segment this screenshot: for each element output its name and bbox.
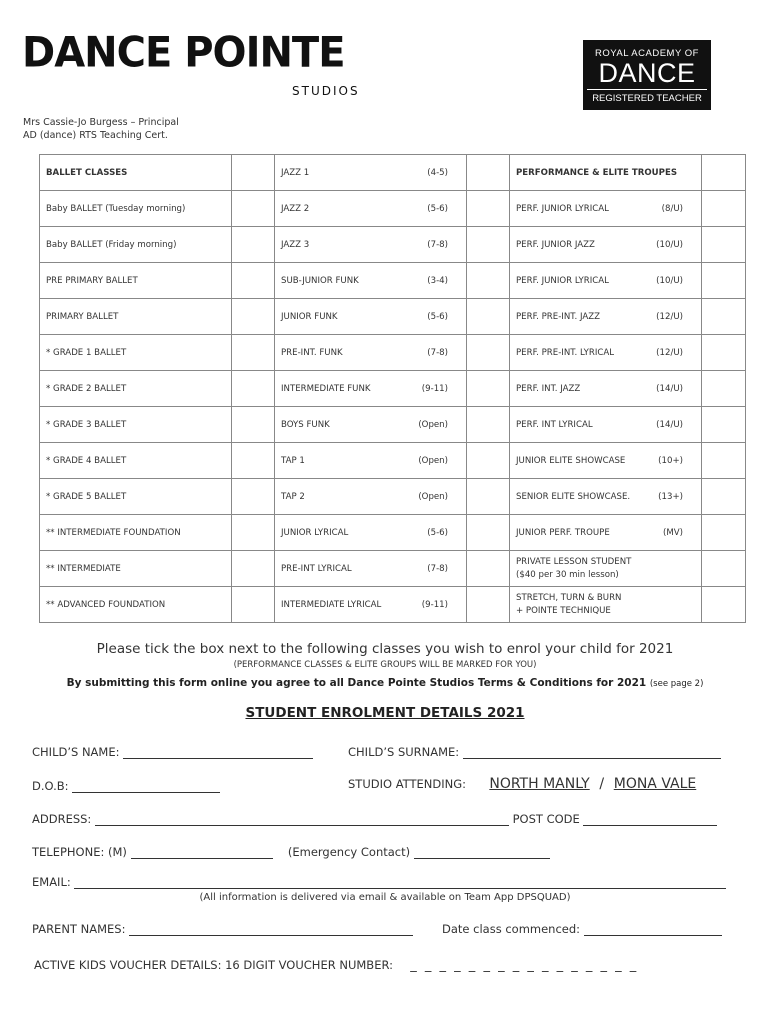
- emergency-contact-label: (Emergency Contact): [287, 845, 411, 859]
- class-cell: [510, 263, 702, 299]
- class-age: (13+): [658, 491, 683, 502]
- table-row: [40, 479, 746, 515]
- table-row: [40, 515, 746, 551]
- class-note: ($40 per 30 min lesson): [516, 569, 619, 580]
- class-name: PERF. JUNIOR JAZZ: [516, 239, 595, 250]
- table-row: [40, 407, 746, 443]
- table-row: [40, 299, 746, 335]
- principal-qualification: AD (dance) RTS Teaching Cert.: [23, 130, 168, 141]
- class-name: PERF. PRE-INT. LYRICAL: [516, 347, 615, 358]
- table-row: [40, 335, 746, 371]
- tick-box[interactable]: [702, 299, 746, 335]
- performance-note: (PERFORMANCE CLASSES & ELITE GROUPS WILL BE MARKED FOR YOU): [233, 660, 537, 670]
- class-name: BALLET CLASSES: [46, 167, 128, 178]
- class-cell: [510, 407, 702, 443]
- tick-box[interactable]: [467, 299, 510, 335]
- class-age: (7-8): [427, 563, 448, 574]
- table-row: [40, 191, 746, 227]
- class-name: PERF. JUNIOR LYRICAL: [516, 275, 609, 286]
- studio-attending-label: STUDIO ATTENDING:: [348, 777, 467, 791]
- class-cell: [510, 587, 702, 623]
- class-age: (Open): [418, 419, 448, 430]
- studio-option-mona-vale[interactable]: MONA VALE: [613, 776, 697, 792]
- tick-box[interactable]: [467, 515, 510, 551]
- studio-separator: /: [599, 776, 605, 792]
- class-age: (10/U): [656, 239, 683, 250]
- tick-box[interactable]: [232, 227, 275, 263]
- tick-box[interactable]: [702, 479, 746, 515]
- tick-box[interactable]: [232, 371, 275, 407]
- dob-label: D.O.B:: [32, 779, 69, 793]
- class-cell: [275, 371, 467, 407]
- table-row: [40, 587, 746, 623]
- child-surname-field[interactable]: [348, 745, 721, 759]
- badge-middle-text: DANCE: [598, 58, 696, 88]
- tick-box[interactable]: [702, 443, 746, 479]
- class-name: PRIVATE LESSON STUDENT: [516, 556, 632, 567]
- class-cell: [40, 515, 232, 551]
- class-age: (9-11): [421, 383, 448, 394]
- terms-text: By submitting this form online you agree to all Dance Pointe Studios Terms & Conditions for 2021: [66, 677, 647, 689]
- tick-box[interactable]: [702, 371, 746, 407]
- table-row: [40, 263, 746, 299]
- tick-box[interactable]: [702, 191, 746, 227]
- class-cell: [510, 551, 702, 587]
- class-cell: [510, 155, 702, 191]
- parent-names-field[interactable]: [32, 922, 413, 936]
- class-name: PRE-INT. FUNK: [281, 347, 343, 358]
- address-label: ADDRESS:: [32, 812, 92, 826]
- class-age: (12/U): [656, 347, 683, 358]
- dob-line[interactable]: [72, 780, 220, 793]
- class-name: INTERMEDIATE LYRICAL: [281, 599, 382, 610]
- class-cell: [40, 443, 232, 479]
- child-surname-label: CHILD’S SURNAME:: [348, 745, 460, 759]
- table-row: [40, 371, 746, 407]
- tick-box[interactable]: [702, 227, 746, 263]
- class-name: JAZZ 2: [281, 203, 310, 214]
- tick-box[interactable]: [467, 371, 510, 407]
- class-name: PERF. PRE-INT. JAZZ: [516, 311, 600, 322]
- class-age: (14/U): [656, 383, 683, 394]
- class-age: (5-6): [427, 527, 448, 538]
- class-name: ** ADVANCED FOUNDATION: [46, 599, 166, 610]
- class-cell: [40, 407, 232, 443]
- tick-box[interactable]: [232, 335, 275, 371]
- logo-wordmark: DANCE POINTE: [22, 28, 345, 78]
- class-cell: [40, 227, 232, 263]
- class-name: PERF. JUNIOR LYRICAL: [516, 203, 609, 214]
- tick-box[interactable]: [702, 155, 746, 191]
- class-name: PERF. INT. JAZZ: [516, 383, 581, 394]
- address-line[interactable]: [95, 813, 509, 826]
- email-label: EMAIL:: [32, 875, 71, 889]
- class-cell: [275, 191, 467, 227]
- voucher-field[interactable]: [34, 958, 638, 973]
- dob-field[interactable]: [32, 779, 220, 793]
- class-name: PRE PRIMARY BALLET: [46, 275, 138, 286]
- class-note: + POINTE TECHNIQUE: [516, 605, 611, 616]
- tick-box[interactable]: [232, 479, 275, 515]
- class-name: ** INTERMEDIATE: [46, 563, 121, 574]
- class-cell: [275, 407, 467, 443]
- telephone-line[interactable]: [131, 846, 273, 859]
- studio-option-north-manly[interactable]: NORTH MANLY: [489, 776, 590, 792]
- tick-box[interactable]: [232, 155, 275, 191]
- class-name: * GRADE 2 BALLET: [46, 383, 127, 394]
- class-name: BOYS FUNK: [281, 419, 330, 430]
- class-name: STRETCH, TURN & BURN: [516, 592, 622, 603]
- enrol-instruction: Please tick the box next to the following classes you wish to enrol your child for 2021: [96, 641, 674, 657]
- class-cell: [510, 227, 702, 263]
- class-age: (MV): [663, 527, 683, 538]
- class-name: PRE-INT LYRICAL: [281, 563, 352, 574]
- class-cell: [275, 587, 467, 623]
- class-cell: [40, 551, 232, 587]
- class-age: (9-11): [421, 599, 448, 610]
- class-age: (7-8): [427, 239, 448, 250]
- class-cell: [275, 299, 467, 335]
- tick-box[interactable]: [467, 443, 510, 479]
- class-name: TAP 2: [281, 491, 305, 502]
- email-line[interactable]: [74, 876, 726, 889]
- class-cell: [275, 227, 467, 263]
- class-cell: [510, 371, 702, 407]
- class-name: TAP 1: [281, 455, 305, 466]
- logo-subtitle: STUDIOS: [292, 84, 360, 98]
- class-age: (3-4): [427, 275, 448, 286]
- class-name: SENIOR ELITE SHOWCASE.: [516, 491, 631, 502]
- tick-box[interactable]: [467, 587, 510, 623]
- class-cell: [40, 479, 232, 515]
- tick-box[interactable]: [232, 551, 275, 587]
- class-cell: [275, 515, 467, 551]
- class-cell: [275, 335, 467, 371]
- class-cell: [275, 551, 467, 587]
- email-note: (All information is delivered via email & available on Team App DPSQUAD): [199, 892, 571, 903]
- tick-box[interactable]: [467, 479, 510, 515]
- telephone-label: TELEPHONE: (M): [32, 845, 127, 859]
- class-name: PRIMARY BALLET: [46, 311, 119, 322]
- class-age: (4-5): [427, 167, 448, 178]
- tick-box[interactable]: [702, 587, 746, 623]
- studio-attending-field: [348, 776, 696, 792]
- post-code-label: POST CODE: [512, 812, 580, 826]
- tick-box[interactable]: [467, 263, 510, 299]
- telephone-field[interactable]: [32, 845, 550, 859]
- class-cell: [40, 155, 232, 191]
- emergency-contact-line[interactable]: [414, 846, 550, 859]
- class-name: Baby BALLET (Tuesday morning): [46, 203, 186, 214]
- voucher-label: ACTIVE KIDS VOUCHER DETAILS: 16 DIGIT VOUCHER NUMBER:: [34, 958, 393, 972]
- class-cell: [510, 479, 702, 515]
- class-cell: [40, 371, 232, 407]
- tick-box[interactable]: [467, 155, 510, 191]
- child-name-field[interactable]: [32, 745, 313, 759]
- child-surname-line[interactable]: [463, 746, 721, 759]
- tick-box[interactable]: [232, 191, 275, 227]
- tick-box[interactable]: [232, 587, 275, 623]
- date-commenced-label: Date class commenced:: [442, 922, 581, 936]
- class-cell: [40, 191, 232, 227]
- class-age: (5-6): [427, 311, 448, 322]
- tick-box[interactable]: [467, 335, 510, 371]
- tick-box[interactable]: [702, 335, 746, 371]
- class-cell: [510, 191, 702, 227]
- tick-box[interactable]: [232, 263, 275, 299]
- class-name: INTERMEDIATE FUNK: [281, 383, 371, 394]
- post-code-line[interactable]: [583, 813, 717, 826]
- badge-bottom-text: REGISTERED TEACHER: [587, 89, 707, 104]
- class-age: (Open): [418, 455, 448, 466]
- tick-box[interactable]: [467, 407, 510, 443]
- principal-info: [23, 116, 179, 142]
- dance-pointe-logo: [22, 30, 392, 100]
- class-age: (8/U): [661, 203, 683, 214]
- class-name: JUNIOR PERF. TROUPE: [516, 527, 610, 538]
- class-cell: [510, 335, 702, 371]
- class-age: (14/U): [656, 419, 683, 430]
- tick-box[interactable]: [467, 227, 510, 263]
- class-age: (5-6): [427, 203, 448, 214]
- terms-page-ref: (see page 2): [649, 679, 704, 689]
- class-name: ** INTERMEDIATE FOUNDATION: [46, 527, 181, 538]
- class-name: PERF. INT LYRICAL: [516, 419, 593, 430]
- class-cell: [510, 515, 702, 551]
- class-selection-table: [39, 154, 746, 623]
- parent-names-label: PARENT NAMES:: [32, 922, 126, 936]
- principal-name: Mrs Cassie-Jo Burgess – Principal: [23, 117, 179, 128]
- class-name: * GRADE 5 BALLET: [46, 491, 127, 502]
- table-row: [40, 227, 746, 263]
- class-name: JAZZ 3: [281, 239, 310, 250]
- class-age: (10+): [658, 455, 683, 466]
- class-cell: [40, 263, 232, 299]
- class-cell: [275, 155, 467, 191]
- class-cell: [510, 299, 702, 335]
- class-age: (7-8): [427, 347, 448, 358]
- class-cell: [40, 587, 232, 623]
- class-name: SUB-JUNIOR FUNK: [281, 275, 359, 286]
- date-commenced-line[interactable]: [584, 923, 722, 936]
- terms-agreement: [0, 677, 770, 689]
- date-commenced-field[interactable]: [442, 922, 722, 936]
- class-cell: [40, 335, 232, 371]
- class-name: JAZZ 1: [281, 167, 310, 178]
- class-age: (12/U): [656, 311, 683, 322]
- tick-box[interactable]: [702, 515, 746, 551]
- class-age: (Open): [418, 491, 448, 502]
- parent-names-line[interactable]: [129, 923, 413, 936]
- class-cell: [40, 299, 232, 335]
- tick-box[interactable]: [232, 443, 275, 479]
- badge-top-text: ROYAL ACADEMY OF: [595, 48, 699, 59]
- email-field[interactable]: [32, 875, 726, 889]
- class-name: * GRADE 1 BALLET: [46, 347, 127, 358]
- table-row: [40, 551, 746, 587]
- class-age: (10/U): [656, 275, 683, 286]
- class-cell: [510, 443, 702, 479]
- class-name: PERFORMANCE & ELITE TROUPES: [516, 167, 678, 178]
- class-cell: [275, 479, 467, 515]
- tick-box[interactable]: [232, 515, 275, 551]
- tick-box[interactable]: [232, 407, 275, 443]
- class-name: Baby BALLET (Friday morning): [46, 239, 177, 250]
- tick-box[interactable]: [702, 407, 746, 443]
- table-row: [40, 155, 746, 191]
- class-name: * GRADE 3 BALLET: [46, 419, 127, 430]
- rad-registered-teacher-badge: [583, 40, 711, 110]
- class-name: * GRADE 4 BALLET: [46, 455, 127, 466]
- voucher-number-blanks[interactable]: _ _ _ _ _ _ _ _ _ _ _ _ _ _ _ _: [410, 958, 639, 973]
- class-name: JUNIOR LYRICAL: [281, 527, 349, 538]
- class-name: JUNIOR FUNK: [281, 311, 338, 322]
- address-field[interactable]: [32, 812, 717, 826]
- tick-box[interactable]: [467, 191, 510, 227]
- class-cell: [275, 263, 467, 299]
- child-name-label: CHILD’S NAME:: [32, 745, 120, 759]
- table-row: [40, 443, 746, 479]
- class-name: JUNIOR ELITE SHOWCASE: [516, 455, 626, 466]
- child-name-line[interactable]: [123, 746, 313, 759]
- tick-box[interactable]: [467, 551, 510, 587]
- tick-box[interactable]: [232, 299, 275, 335]
- class-cell: [275, 443, 467, 479]
- tick-box[interactable]: [702, 551, 746, 587]
- enrolment-heading: STUDENT ENROLMENT DETAILS 2021: [245, 705, 525, 721]
- tick-box[interactable]: [702, 263, 746, 299]
